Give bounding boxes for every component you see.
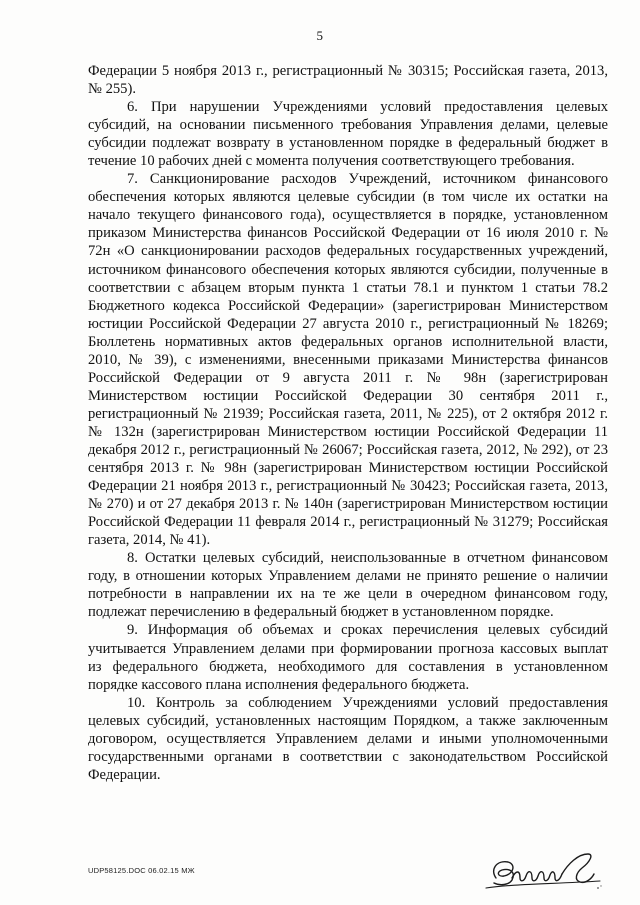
paragraph-item-6: 6. При нарушении Учреждениями условий предоставления целевых субсидий, на основании письменного требования Управления делами, целевые субсидии подлежат возврату в установленном порядке в федеральный бюджет в течение 10 рабочих дней с момента получения соответствующего требования.: [88, 99, 608, 170]
paragraph-item-10: 10. Контроль за соблюдением Учреждениями условий предоставления целевых субсидий, установленных настоящим Порядком, а также заключенным договором, осуществляется Управлением делами и иными уполномоченными государственными органами в соответствии с законодательством Российской Федерации.: [88, 694, 608, 783]
paragraph-item-9: 9. Информация об объемах и сроках перечисления целевых субсидий учитывается Управлением делами при формировании прогноза кассовых выплат из федерального бюджета, необходимого для составления в установленном порядке кассового плана исполнения федерального бюджета.: [88, 622, 608, 693]
page-number: 5: [316, 28, 324, 43]
document-body: [88, 62, 608, 784]
paragraph-continuation: Федерации 5 ноября 2013 г., регистрационный № 30315; Российская газета, 2013, № 255).: [88, 63, 608, 98]
document-file-code: UDP58125.DOC 06.02.15 МЖ: [88, 866, 195, 875]
paragraph-item-8: 8. Остатки целевых субсидий, неиспользованные в отчетном финансовом году, в отношении которых Управлением делами не принято решение о наличии потребности в направлении их на те же цели в очередном финансовом году, подлежат перечислению в федеральный бюджет в установленном порядке.: [88, 550, 608, 621]
paragraph-item-7: 7. Санкционирование расходов Учреждений, источником финансового обеспечения которых являются целевые субсидии (в том числе их остатки на начало текущего финансового года), осуществляется в порядке, установленном приказом Министерства финансов Российской Федерации от 16 июля 2010 г. № 72н «О санкционировании расходов федеральных государственных учреждений, источником финансового обеспечения которых являются субсидии, полученные в соответствии с абзацем вторым пункта 1 статьи 78.1 и пунктом 1 статьи 78.2 Бюджетного кодекса Российской Федерации» (зарегистрирован Министерством юстиции Российской Федерации 27 августа 2010 г., регистрационный № 18269; Бюллетень нормативных актов федеральных органов исполнительной власти, 2010, № 39), с изменениями, внесенными приказами Министерства финансов Российской Федерации от 9 августа 2011 г. № 98н (зарегистрирован Министерством юстиции Российской Федерации 30 сентября 2011 г., регистрационный № 21939; Российская газета, 2011, № 225), от 2 октября 2012 г. № 132н (зарегистрирован Министерством юстиции Российской Федерации 11 декабря 2012 г., регистрационный № 26067; Российская газета, 2012, № 292), от 23 сентября 2013 г. № 98н (зарегистрирован Министерством юстиции Российской Федерации 21 ноября 2013 г., регистрационный № 30423; Российская газета, 2013, № 270) и от 27 декабря 2013 г. № 140н (зарегистрирован Министерством юстиции Российской Федерации 11 февраля 2014 г., регистрационный № 31279; Российская газета, 2014, № 41).: [88, 171, 608, 549]
handwritten-signature: [482, 848, 604, 892]
